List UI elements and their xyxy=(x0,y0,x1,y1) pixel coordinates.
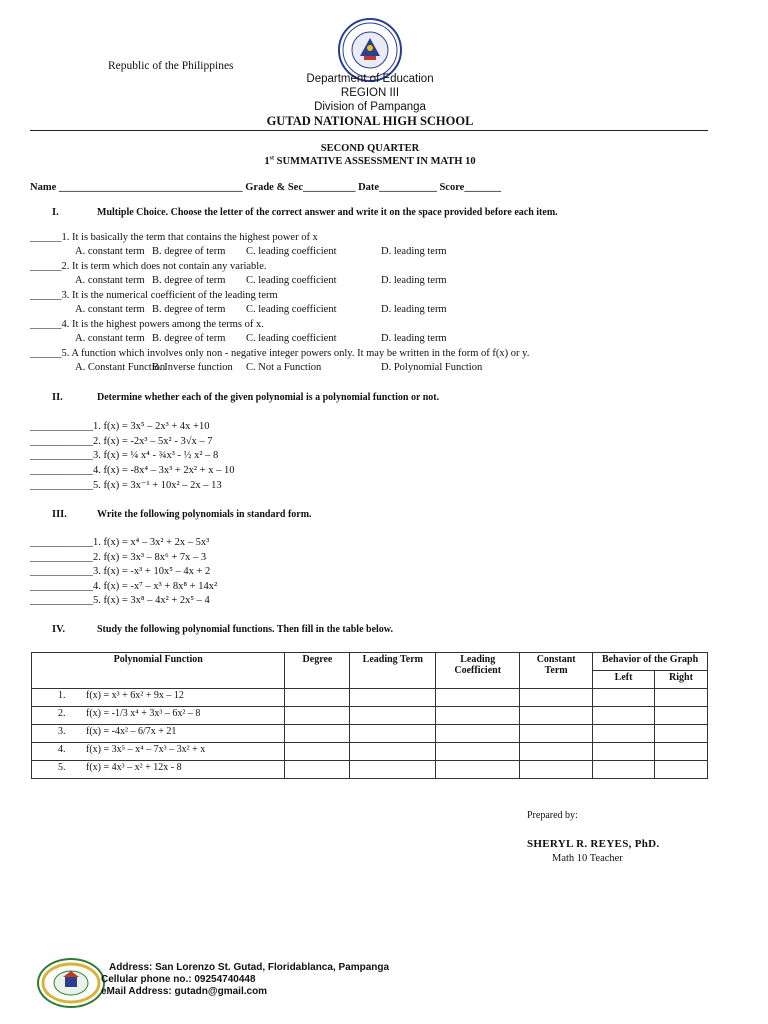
answer-cell[interactable] xyxy=(285,761,350,779)
function-text: f(x) = 4x³ – x² + 12x - 8 xyxy=(86,762,182,773)
polynomial-item: ____________1. f(x) = x⁴ – 3x² + 2x – 5x³ xyxy=(30,537,210,548)
mc-option: D. leading term xyxy=(381,275,447,286)
header-function: Polynomial Function xyxy=(32,653,285,689)
mc-option: A. constant term xyxy=(75,246,145,257)
answer-cell[interactable] xyxy=(520,725,593,743)
part4-numeral: IV. xyxy=(52,624,65,635)
part2-numeral: II. xyxy=(52,392,63,403)
function-cell xyxy=(32,761,285,779)
republic-text: Republic of the Philippines xyxy=(108,60,234,72)
mc-option: D. leading term xyxy=(381,333,447,344)
mc-option: B. degree of term xyxy=(152,246,226,257)
header-degree: Degree xyxy=(285,653,350,689)
header-constant-term: Constant Term xyxy=(520,653,593,689)
row-number: 2. xyxy=(58,708,66,719)
prepared-by-label: Prepared by: xyxy=(527,810,578,821)
mc-option: C. Not a Function xyxy=(246,362,322,373)
header-behavior: Behavior of the Graph xyxy=(593,653,708,671)
polynomial-item: ____________4. f(x) = -x⁷ – x³ + 8x⁸ + 14x² xyxy=(30,580,218,592)
mc-question: ______3. It is the numerical coefficient of the leading term xyxy=(30,290,278,301)
table-row xyxy=(32,707,708,725)
function-text: f(x) = x³ + 6x² + 9x – 12 xyxy=(86,690,184,701)
mc-question: ______4. It is the highest powers among the terms of x. xyxy=(30,319,264,330)
function-text: f(x) = 3x⁵ – x⁴ – 7x³ – 3x² + x xyxy=(86,744,206,755)
answer-cell[interactable] xyxy=(436,689,520,707)
table-row xyxy=(32,743,708,761)
answer-cell[interactable] xyxy=(285,725,350,743)
part1-instruction: Multiple Choice. Choose the letter of the correct answer and write it on the space provided before each item. xyxy=(97,207,558,218)
row-number: 4. xyxy=(58,744,66,755)
division-text: Division of Pampanga xyxy=(314,101,426,113)
assessment-ordinal: st xyxy=(269,155,274,162)
student-info-line: Name ___________________________________ Grade & Sec__________ Date___________ Score_______ xyxy=(30,182,502,193)
mc-option: A. constant term xyxy=(75,304,145,315)
mc-option: A. constant term xyxy=(75,275,145,286)
answer-cell[interactable] xyxy=(436,707,520,725)
answer-cell[interactable] xyxy=(593,689,655,707)
answer-cell[interactable] xyxy=(655,743,708,761)
answer-cell[interactable] xyxy=(350,761,436,779)
mc-option: B. degree of term xyxy=(152,275,226,286)
polynomial-item: ____________4. f(x) = -8x⁴ – 3x³ + 2x² + x – 10 xyxy=(30,464,235,476)
table-row xyxy=(32,689,708,707)
answer-cell[interactable] xyxy=(593,725,655,743)
answer-cell[interactable] xyxy=(655,761,708,779)
answer-cell[interactable] xyxy=(593,761,655,779)
header-leading-term: Leading Term xyxy=(350,653,436,689)
mc-option: B. degree of term xyxy=(152,304,226,315)
answer-cell[interactable] xyxy=(520,689,593,707)
mc-option: D. leading term xyxy=(381,304,447,315)
answer-cell[interactable] xyxy=(285,707,350,725)
mc-question: ______5. A function which involves only non - negative integer powers only. It may be written in the form of f(x) or y. xyxy=(30,348,530,359)
part2-instruction: Determine whether each of the given polynomial is a polynomial function or not. xyxy=(97,392,440,403)
row-number: 1. xyxy=(58,690,66,701)
polynomial-item: ____________2. f(x) = -2x³ – 5x² - 3√x – 7 xyxy=(30,435,213,447)
table-row xyxy=(32,725,708,743)
answer-cell[interactable] xyxy=(350,707,436,725)
answer-cell[interactable] xyxy=(436,761,520,779)
mc-option: C. leading coefficient xyxy=(246,246,337,257)
mc-question: ______2. It is term which does not contain any variable. xyxy=(30,261,267,272)
assessment-rest: SUMMATIVE ASSESSMENT IN MATH 10 xyxy=(274,156,476,167)
header-right: Right xyxy=(655,671,708,689)
answer-cell[interactable] xyxy=(593,743,655,761)
answer-cell[interactable] xyxy=(350,743,436,761)
mc-option: A. constant term xyxy=(75,333,145,344)
header-left: Left xyxy=(593,671,655,689)
mc-option: C. leading coefficient xyxy=(246,333,337,344)
row-number: 5. xyxy=(58,762,66,773)
school-name: GUTAD NATIONAL HIGH SCHOOL xyxy=(266,114,474,128)
mc-question: ______1. It is basically the term that contains the highest power of x xyxy=(30,232,318,243)
header-leading-coefficient: Leading Coefficient xyxy=(436,653,520,689)
region-text: REGION III xyxy=(340,87,400,99)
answer-cell[interactable] xyxy=(655,725,708,743)
part1-numeral: I. xyxy=(52,207,59,218)
teacher-name: SHERYL R. REYES, PhD. xyxy=(527,838,660,850)
footer-address: Address: San Lorenzo St. Gutad, Floridablanca, Pampanga xyxy=(109,962,390,973)
part3-instruction: Write the following polynomials in standard form. xyxy=(97,509,312,520)
mc-option: C. leading coefficient xyxy=(246,275,337,286)
part4-instruction: Study the following polynomial functions. Then fill in the table below. xyxy=(97,624,393,635)
answer-cell[interactable] xyxy=(285,743,350,761)
answer-cell[interactable] xyxy=(350,689,436,707)
teacher-title: Math 10 Teacher xyxy=(552,853,623,864)
mc-option: A. Constant Function xyxy=(75,362,166,373)
polynomial-item: ____________2. f(x) = 3x³ – 8x⁶ + 7x – 3 xyxy=(30,551,207,563)
school-seal-icon xyxy=(39,960,103,1006)
mc-option: D. Polynomial Function xyxy=(381,362,483,373)
answer-cell[interactable] xyxy=(520,707,593,725)
function-text: f(x) = -1/3 x⁴ + 3x³ – 6x² – 8 xyxy=(86,708,201,719)
assessment-number: 1 xyxy=(264,156,270,167)
polynomial-item: ____________3. f(x) = -x³ + 10x⁵ – 4x + 2 xyxy=(30,566,211,577)
school-seal-logo xyxy=(37,958,105,1008)
function-cell xyxy=(32,743,285,761)
function-cell xyxy=(32,707,285,725)
department-text: Department of Education xyxy=(306,73,434,85)
footer-email: eMail Address: gutadn@gmail.com xyxy=(101,986,268,997)
quarter-title: SECOND QUARTER xyxy=(320,143,420,154)
row-number: 3. xyxy=(58,726,66,737)
assessment-title xyxy=(170,156,570,167)
polynomial-item: ____________5. f(x) = 3x⁸ – 4x² + 2x⁵ – 4 xyxy=(30,595,210,606)
answer-cell[interactable] xyxy=(285,689,350,707)
table-row xyxy=(32,761,708,779)
deped-seal-icon xyxy=(340,20,400,80)
answer-cell[interactable] xyxy=(520,743,593,761)
answer-cell[interactable] xyxy=(436,743,520,761)
function-cell xyxy=(32,689,285,707)
polynomial-item: ____________3. f(x) = ¼ x⁴ - ¾x³ - ½ x² – 8 xyxy=(30,450,219,461)
polynomial-table xyxy=(31,652,708,779)
answer-cell[interactable] xyxy=(655,689,708,707)
polynomial-item: ____________5. f(x) = 3x⁻¹ + 10x² – 2x – 13 xyxy=(30,480,222,491)
mc-option: B. degree of term xyxy=(152,333,226,344)
footer-phone: Cellular phone no.: 09254740448 xyxy=(101,974,256,985)
function-cell xyxy=(32,725,285,743)
answer-cell[interactable] xyxy=(350,725,436,743)
header-divider xyxy=(30,130,708,131)
part3-numeral: III. xyxy=(52,509,67,520)
mc-option: D. leading term xyxy=(381,246,447,257)
mc-option: B. Inverse function xyxy=(152,362,233,373)
answer-cell[interactable] xyxy=(520,761,593,779)
answer-cell[interactable] xyxy=(593,707,655,725)
mc-option: C. leading coefficient xyxy=(246,304,337,315)
answer-cell[interactable] xyxy=(655,707,708,725)
answer-cell[interactable] xyxy=(436,725,520,743)
function-text: f(x) = -4x² – 6/7x + 21 xyxy=(86,726,177,737)
polynomial-item: ____________1. f(x) = 3x⁵ – 2x³ + 4x +10 xyxy=(30,421,210,432)
